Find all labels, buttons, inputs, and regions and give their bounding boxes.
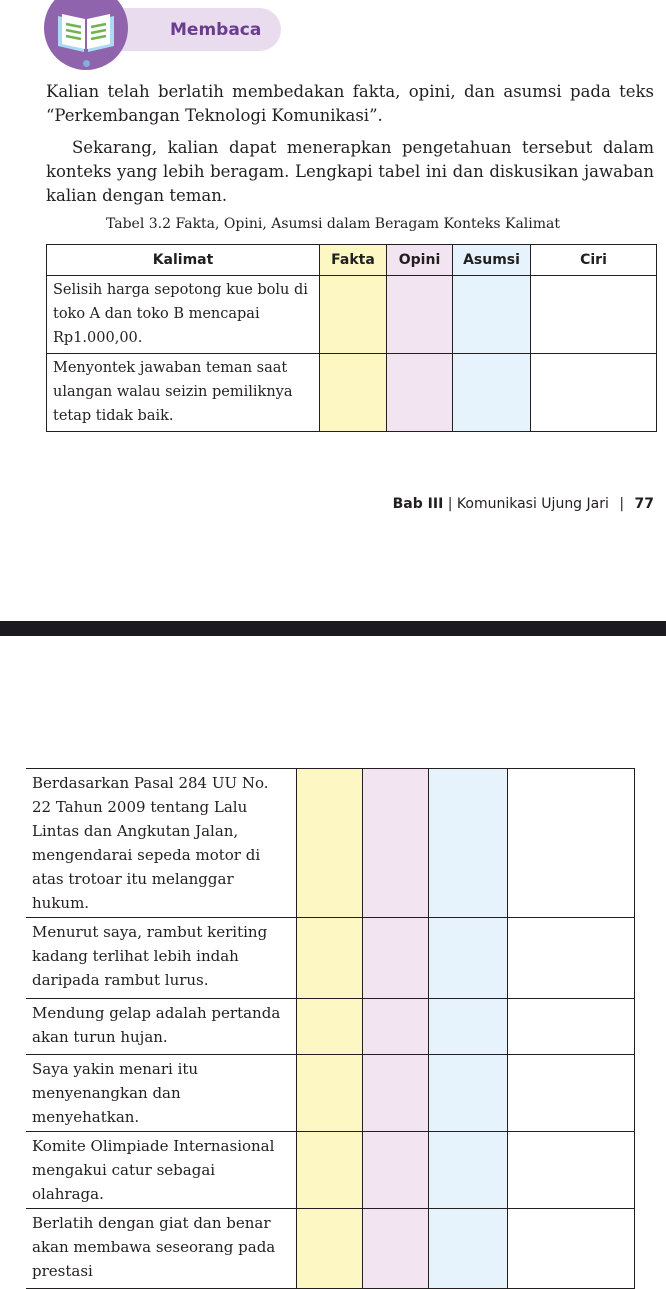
sentence-cell: Saya yakin menari itu menyenangkan dan menyehatkan. (26, 1055, 296, 1132)
asumsi-cell[interactable] (428, 1132, 507, 1209)
header-ciri: Ciri (531, 245, 657, 276)
page-footer (393, 496, 654, 512)
sentence-cell: Berdasarkan Pasal 284 UU No. 22 Tahun 2009 tentang Lalu Lintas dan Angkutan Jalan, mengendarai sepeda motor di atas trotoar itu melanggar hukum. (26, 769, 296, 918)
fakta-cell[interactable] (296, 769, 362, 918)
table-row (26, 769, 634, 918)
asumsi-cell[interactable] (428, 1055, 507, 1132)
page-number: 77 (634, 496, 654, 512)
table-row (47, 276, 657, 354)
opini-cell[interactable] (362, 1132, 428, 1209)
asumsi-cell[interactable] (428, 918, 507, 999)
ciri-cell[interactable] (507, 1132, 634, 1209)
opini-cell[interactable] (362, 999, 428, 1055)
fakta-cell[interactable] (296, 999, 362, 1055)
footer-chapter: Bab III (392, 496, 444, 512)
fakta-cell[interactable] (320, 276, 387, 354)
table-row (26, 1132, 634, 1209)
opini-cell[interactable] (362, 1055, 428, 1132)
page-divider (0, 621, 666, 636)
ciri-cell[interactable] (507, 769, 634, 918)
table-header-row (47, 245, 657, 276)
sentence-cell: Mendung gelap adalah pertanda akan turun hujan. (26, 999, 296, 1055)
fakta-cell[interactable] (296, 918, 362, 999)
fakta-cell[interactable] (296, 1209, 362, 1289)
decor-dot (83, 60, 90, 67)
sentence-cell: Berlatih dengan giat dan benar akan membawa seseorang pada prestasi (26, 1209, 296, 1289)
asumsi-cell[interactable] (453, 276, 531, 354)
ciri-cell[interactable] (507, 918, 634, 999)
table-row (47, 354, 657, 432)
footer-separator-2: | (619, 496, 625, 512)
sentence-cell: Menurut saya, rambut keriting kadang terlihat lebih indah daripada rambut lurus. (26, 918, 296, 999)
opini-cell[interactable] (362, 918, 428, 999)
asumsi-cell[interactable] (453, 354, 531, 432)
header-fakta: Fakta (320, 245, 387, 276)
table-row (26, 1055, 634, 1132)
fakta-cell[interactable] (296, 1132, 362, 1209)
opini-cell[interactable] (362, 769, 428, 918)
table-row (26, 1209, 634, 1289)
sentence-cell: Selisih harga sepotong kue bolu di toko A dan toko B mencapai Rp1.000,00. (47, 276, 320, 354)
footer-separator: | (447, 496, 453, 512)
header-kalimat: Kalimat (47, 245, 320, 276)
table-row (26, 999, 634, 1055)
fakta-cell[interactable] (320, 354, 387, 432)
sentence-cell: Menyontek jawaban teman saat ulangan walau seizin pemiliknya tetap tidak baik. (47, 354, 320, 432)
ciri-cell[interactable] (531, 354, 657, 432)
footer-subtitle: Komunikasi Ujung Jari (456, 496, 609, 512)
fakta-cell[interactable] (296, 1055, 362, 1132)
table-row (26, 918, 634, 999)
intro-paragraph: Kalian telah berlatih membedakan fakta, opini, dan asumsi pada teks “Perkembangan Teknologi Komunikasi”. (46, 82, 654, 125)
fact-opinion-table (46, 244, 657, 432)
opini-cell[interactable] (387, 354, 453, 432)
fact-opinion-table-continued (26, 768, 635, 1289)
sentence-cell: Komite Olimpiade Internasional mengakui catur sebagai olahraga. (26, 1132, 296, 1209)
asumsi-cell[interactable] (428, 769, 507, 918)
asumsi-cell[interactable] (428, 1209, 507, 1289)
ciri-cell[interactable] (507, 1209, 634, 1289)
header-asumsi: Asumsi (453, 245, 531, 276)
ciri-cell[interactable] (531, 276, 657, 354)
table-caption: Tabel 3.2 Fakta, Opini, Asumsi dalam Beragam Konteks Kalimat (105, 216, 561, 232)
section-title: Membaca (170, 20, 262, 40)
opini-cell[interactable] (387, 276, 453, 354)
ciri-cell[interactable] (507, 1055, 634, 1132)
opini-cell[interactable] (362, 1209, 428, 1289)
ciri-cell[interactable] (507, 999, 634, 1055)
asumsi-cell[interactable] (428, 999, 507, 1055)
header-opini: Opini (387, 245, 453, 276)
instruction-paragraph: Sekarang, kalian dapat menerapkan pengetahuan tersebut dalam konteks yang lebih beragam. Lengkapi tabel ini dan diskusikan jawaban kalian dengan teman. (46, 138, 654, 205)
